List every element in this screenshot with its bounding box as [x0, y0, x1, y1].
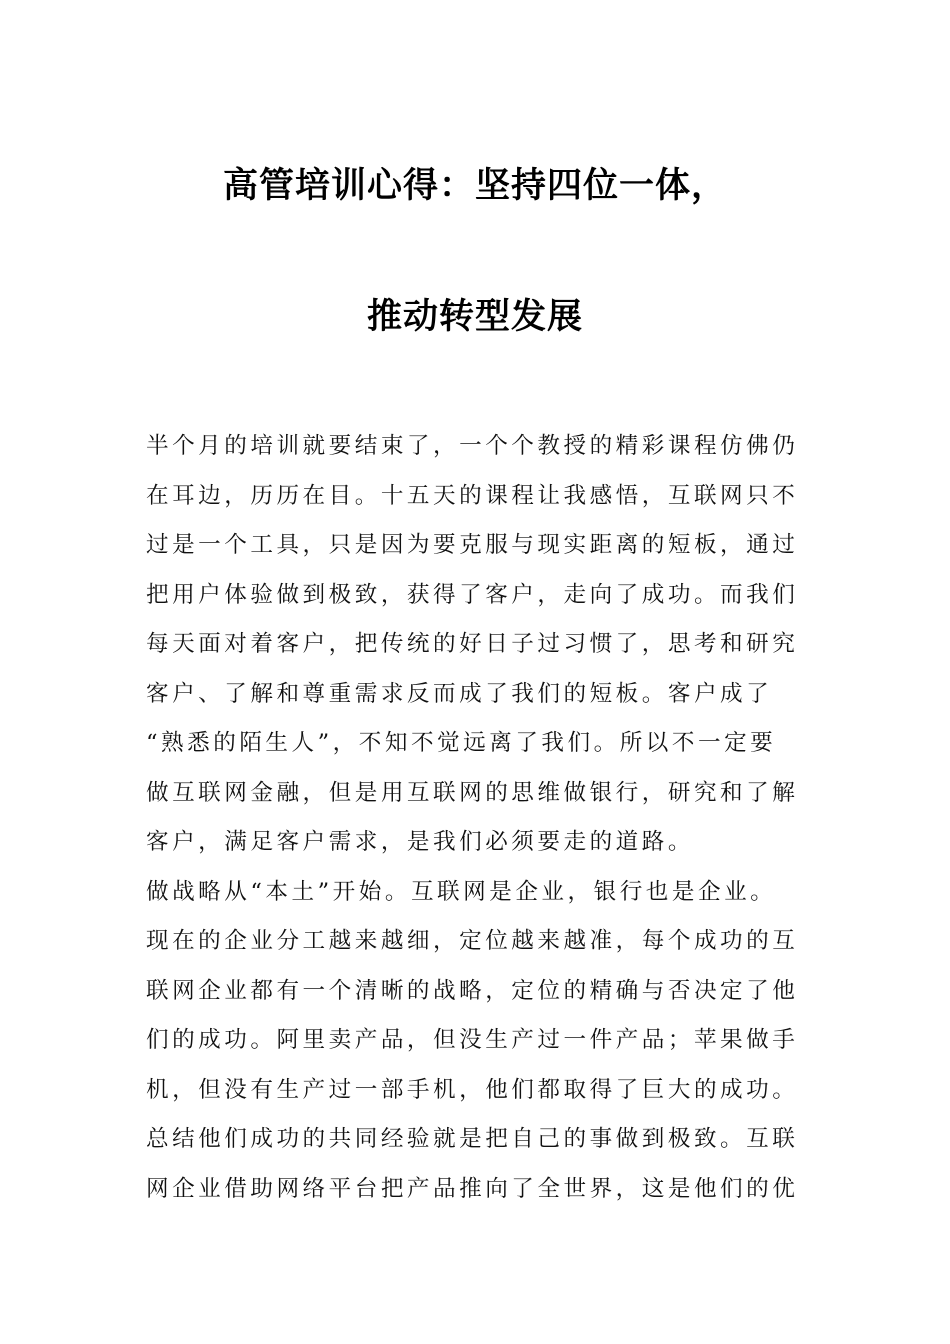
body-line: 过是一个工具，只是因为要克服与现实距离的短板，通过 — [146, 532, 799, 558]
body-line: 做互联网金融，但是用互联网的思维做银行，研究和了解 — [146, 779, 799, 806]
body-line: 在耳边，历历在目。十五天的课程让我感悟，互联网只不 — [146, 482, 799, 509]
body-line: 客户，满足客户需求，是我们必须要走的道路。 — [146, 829, 694, 855]
document-title-line-2: 推动转型发展 — [366, 297, 583, 337]
body-line: 客户、了解和尊重需求反而成了我们的短板。客户成了 — [146, 680, 773, 707]
body-line: 网企业借助网络平台把产品推向了全世界，这是他们的优 — [146, 1175, 799, 1202]
body-line: 每天面对着客户，把传统的好日子过习惯了，思考和研究 — [146, 631, 799, 657]
body-line: 现在的企业分工越来越细，定位越来越准，每个成功的互 — [146, 928, 799, 954]
body-line: 们的成功。阿里卖产品，但没生产过一件产品；苹果做手 — [146, 1027, 799, 1053]
body-line: 机，但没有生产过一部手机，他们都取得了巨大的成功。 — [146, 1076, 799, 1103]
body-line: 半个月的培训就要结束了，一个个教授的精彩课程仿佛仍 — [146, 433, 799, 459]
document-title-line-1: 高管培训心得：坚持四位一体， — [222, 166, 727, 206]
document-body — [146, 422, 808, 1214]
body-line: 把用户体验做到极致，获得了客户，走向了成功。而我们 — [146, 581, 799, 608]
body-line: 总结他们成功的共同经验就是把自己的事做到极致。互联 — [146, 1126, 799, 1152]
body-line: 联网企业都有一个清晰的战略，定位的精确与否决定了他 — [146, 977, 799, 1004]
body-line: “熟悉的陌生人”，不知不觉远离了我们。所以不一定要 — [146, 730, 777, 756]
body-line: 做战略从“本土”开始。互联网是企业，银行也是企业。 — [146, 878, 777, 905]
